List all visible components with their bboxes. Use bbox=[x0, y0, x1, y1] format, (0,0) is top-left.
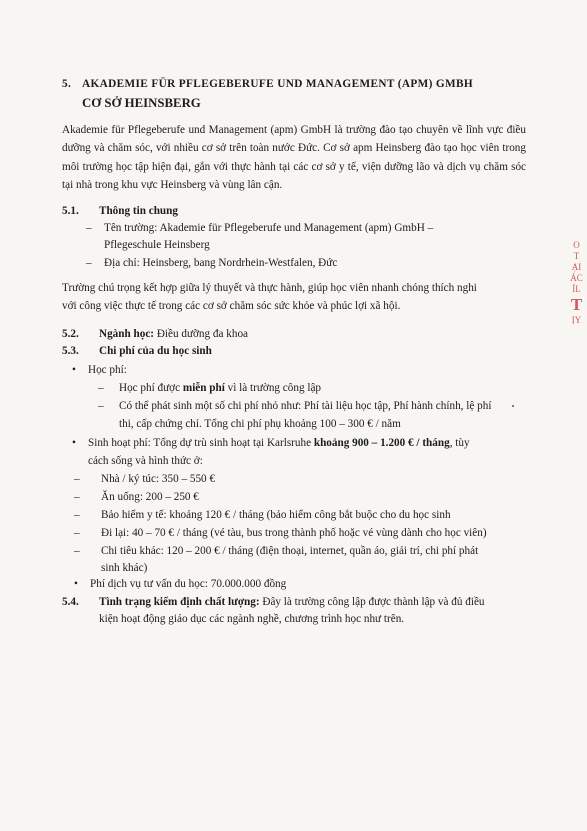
stamp-char: O bbox=[573, 240, 580, 250]
section-5-1-number: 5.1. bbox=[62, 205, 79, 217]
tuition-free-post: vì là trường công lập bbox=[224, 382, 322, 394]
section-5-heading bbox=[62, 78, 473, 90]
stray-dot bbox=[512, 405, 514, 407]
section-5-2-line bbox=[62, 328, 248, 340]
dash-marker: – bbox=[86, 222, 92, 234]
insurance-text: Bảo hiểm y tế: khoảng 120 € / tháng (bảo hiểm công bắt buộc cho du học sinh bbox=[101, 509, 451, 521]
stamp-char: ÁC bbox=[570, 273, 583, 283]
focus-line-1: Trường chú trọng kết hợp giữa lý thuyết và thực hành, giúp học viên nhanh chóng thích nghi bbox=[62, 282, 477, 294]
tuition-extra-line-2: thi, cấp chứng chỉ. Tổng chi phí phụ khoảng 100 – 300 € / năm bbox=[119, 418, 401, 430]
other-expenses-line bbox=[74, 545, 478, 557]
school-name-line bbox=[86, 222, 433, 234]
stamp-char: T bbox=[573, 251, 580, 261]
living-cost-bullet bbox=[72, 437, 470, 449]
dash-marker: – bbox=[98, 382, 104, 394]
living-cost-line-2: cách sống và hình thức ở: bbox=[88, 455, 203, 467]
dash-marker: – bbox=[74, 491, 80, 503]
section-5-number: 5. bbox=[62, 78, 72, 90]
housing-line bbox=[74, 473, 215, 485]
dash-marker: – bbox=[98, 400, 104, 412]
stamp-char: ẠI bbox=[571, 262, 582, 272]
stamp-char: ÍL bbox=[572, 284, 581, 294]
tuition-free-pre: Học phí được bbox=[119, 382, 183, 394]
section-5-1-heading bbox=[62, 205, 178, 217]
service-fee-bullet bbox=[74, 578, 286, 590]
section-5-4-number: 5.4. bbox=[62, 596, 79, 608]
tuition-free-bold: miễn phí bbox=[182, 382, 225, 394]
dash-marker: – bbox=[74, 473, 80, 485]
housing-text: Nhà / ký túc: 350 – 550 € bbox=[101, 473, 216, 485]
tuition-extra-text: Có thể phát sinh một số chi phí nhỏ như: Phí tài liệu học tập, Phí hành chính, lệ phí bbox=[119, 400, 492, 412]
section-5-4-text: Đây là trường công lập được thành lập và đủ điều bbox=[259, 596, 485, 608]
section-5-title: AKADEMIE FÜR PFLEGEBERUFE UND MANAGEMENT (APM) GMBH bbox=[82, 78, 474, 90]
transport-text: Đi lại: 40 – 70 € / tháng (vé tàu, bus trong thành phố hoặc vé vùng dành cho học viên) bbox=[101, 527, 487, 539]
school-name-text: Tên trường: Akademie für Pflegeberufe und Management (apm) GmbH – bbox=[104, 222, 434, 234]
section-5-4-line bbox=[62, 596, 485, 608]
tuition-extra-line bbox=[98, 400, 491, 412]
address-line bbox=[86, 257, 337, 269]
section-5-4-line-2: kiện hoạt động giáo dục các ngành nghề, chương trình học như trên. bbox=[99, 613, 405, 625]
section-5-3-title: Chi phí của du học sinh bbox=[99, 345, 212, 357]
insurance-line bbox=[74, 509, 451, 521]
living-cost-bold: khoảng 900 – 1.200 € / tháng bbox=[313, 437, 450, 449]
dash-marker: – bbox=[74, 527, 80, 539]
tuition-bullet bbox=[72, 364, 127, 376]
dash-marker: – bbox=[86, 257, 92, 269]
tuition-free-line bbox=[98, 382, 321, 394]
section-5-3-heading bbox=[62, 345, 212, 357]
section-5-4-label: Tình trạng kiểm định chất lượng: bbox=[99, 596, 260, 608]
living-cost-pre: Sinh hoạt phí: Tổng dự trù sinh hoạt tại Karlsruhe bbox=[88, 437, 314, 449]
living-cost-post: , tùy bbox=[449, 437, 470, 449]
address-text: Địa chỉ: Heinsberg, bang Nordrhein-Westfalen, Đức bbox=[104, 257, 338, 269]
stamp-char: ỊY bbox=[571, 315, 582, 325]
food-line bbox=[74, 491, 199, 503]
section-5-2-number: 5.2. bbox=[62, 328, 79, 340]
section-5-subtitle: CƠ SỞ HEINSBERG bbox=[82, 96, 201, 110]
section-5-3-number: 5.3. bbox=[62, 345, 79, 357]
dash-marker: – bbox=[74, 545, 80, 557]
dash-marker: – bbox=[74, 509, 80, 521]
section-5-1-title: Thông tin chung bbox=[99, 205, 178, 217]
focus-line-2: với công việc thực tế trong các cơ sở chăm sóc sức khỏe và phúc lợi xã hội. bbox=[62, 300, 401, 312]
other-expenses-line-2: sinh khác) bbox=[101, 562, 148, 574]
other-expenses-text: Chi tiêu khác: 120 – 200 € / tháng (điện thoại, internet, quần áo, giải trí, chi phí phát bbox=[101, 545, 479, 557]
section-5-2-label: Ngành học: bbox=[99, 328, 155, 340]
bullet-marker: • bbox=[72, 437, 76, 449]
transport-line bbox=[74, 527, 487, 539]
tuition-label: Học phí: bbox=[88, 364, 127, 376]
food-text: Ăn uống: 200 – 250 € bbox=[101, 491, 199, 503]
intro-paragraph: Akademie für Pflegeberufe und Management (apm) GmbH là trường đào tạo chuyên về lĩnh vực điều dưỡng và chăm sóc, với nhiều cơ sở trên toàn nước Đức. Cơ sở apm Heinsberg đào tạo học viên trong môi trường học tập hiện đại, gắn với thực hành tại các cơ sở y tế, viện dưỡng lão và dịch vụ chăm sóc tại nhà trong khu vực Heinsberg và vùng lân cận. bbox=[62, 124, 526, 191]
service-fee-text: Phí dịch vụ tư vấn du học: 70.000.000 đồng bbox=[90, 578, 287, 590]
bullet-marker: • bbox=[72, 364, 76, 376]
section-5-2-value: Điều dưỡng đa khoa bbox=[154, 328, 249, 340]
school-name-line-2: Pflegeschule Heinsberg bbox=[104, 239, 210, 251]
stamp-char: T bbox=[570, 295, 583, 314]
bullet-marker: • bbox=[74, 578, 78, 590]
red-stamp-fragment bbox=[566, 240, 587, 360]
